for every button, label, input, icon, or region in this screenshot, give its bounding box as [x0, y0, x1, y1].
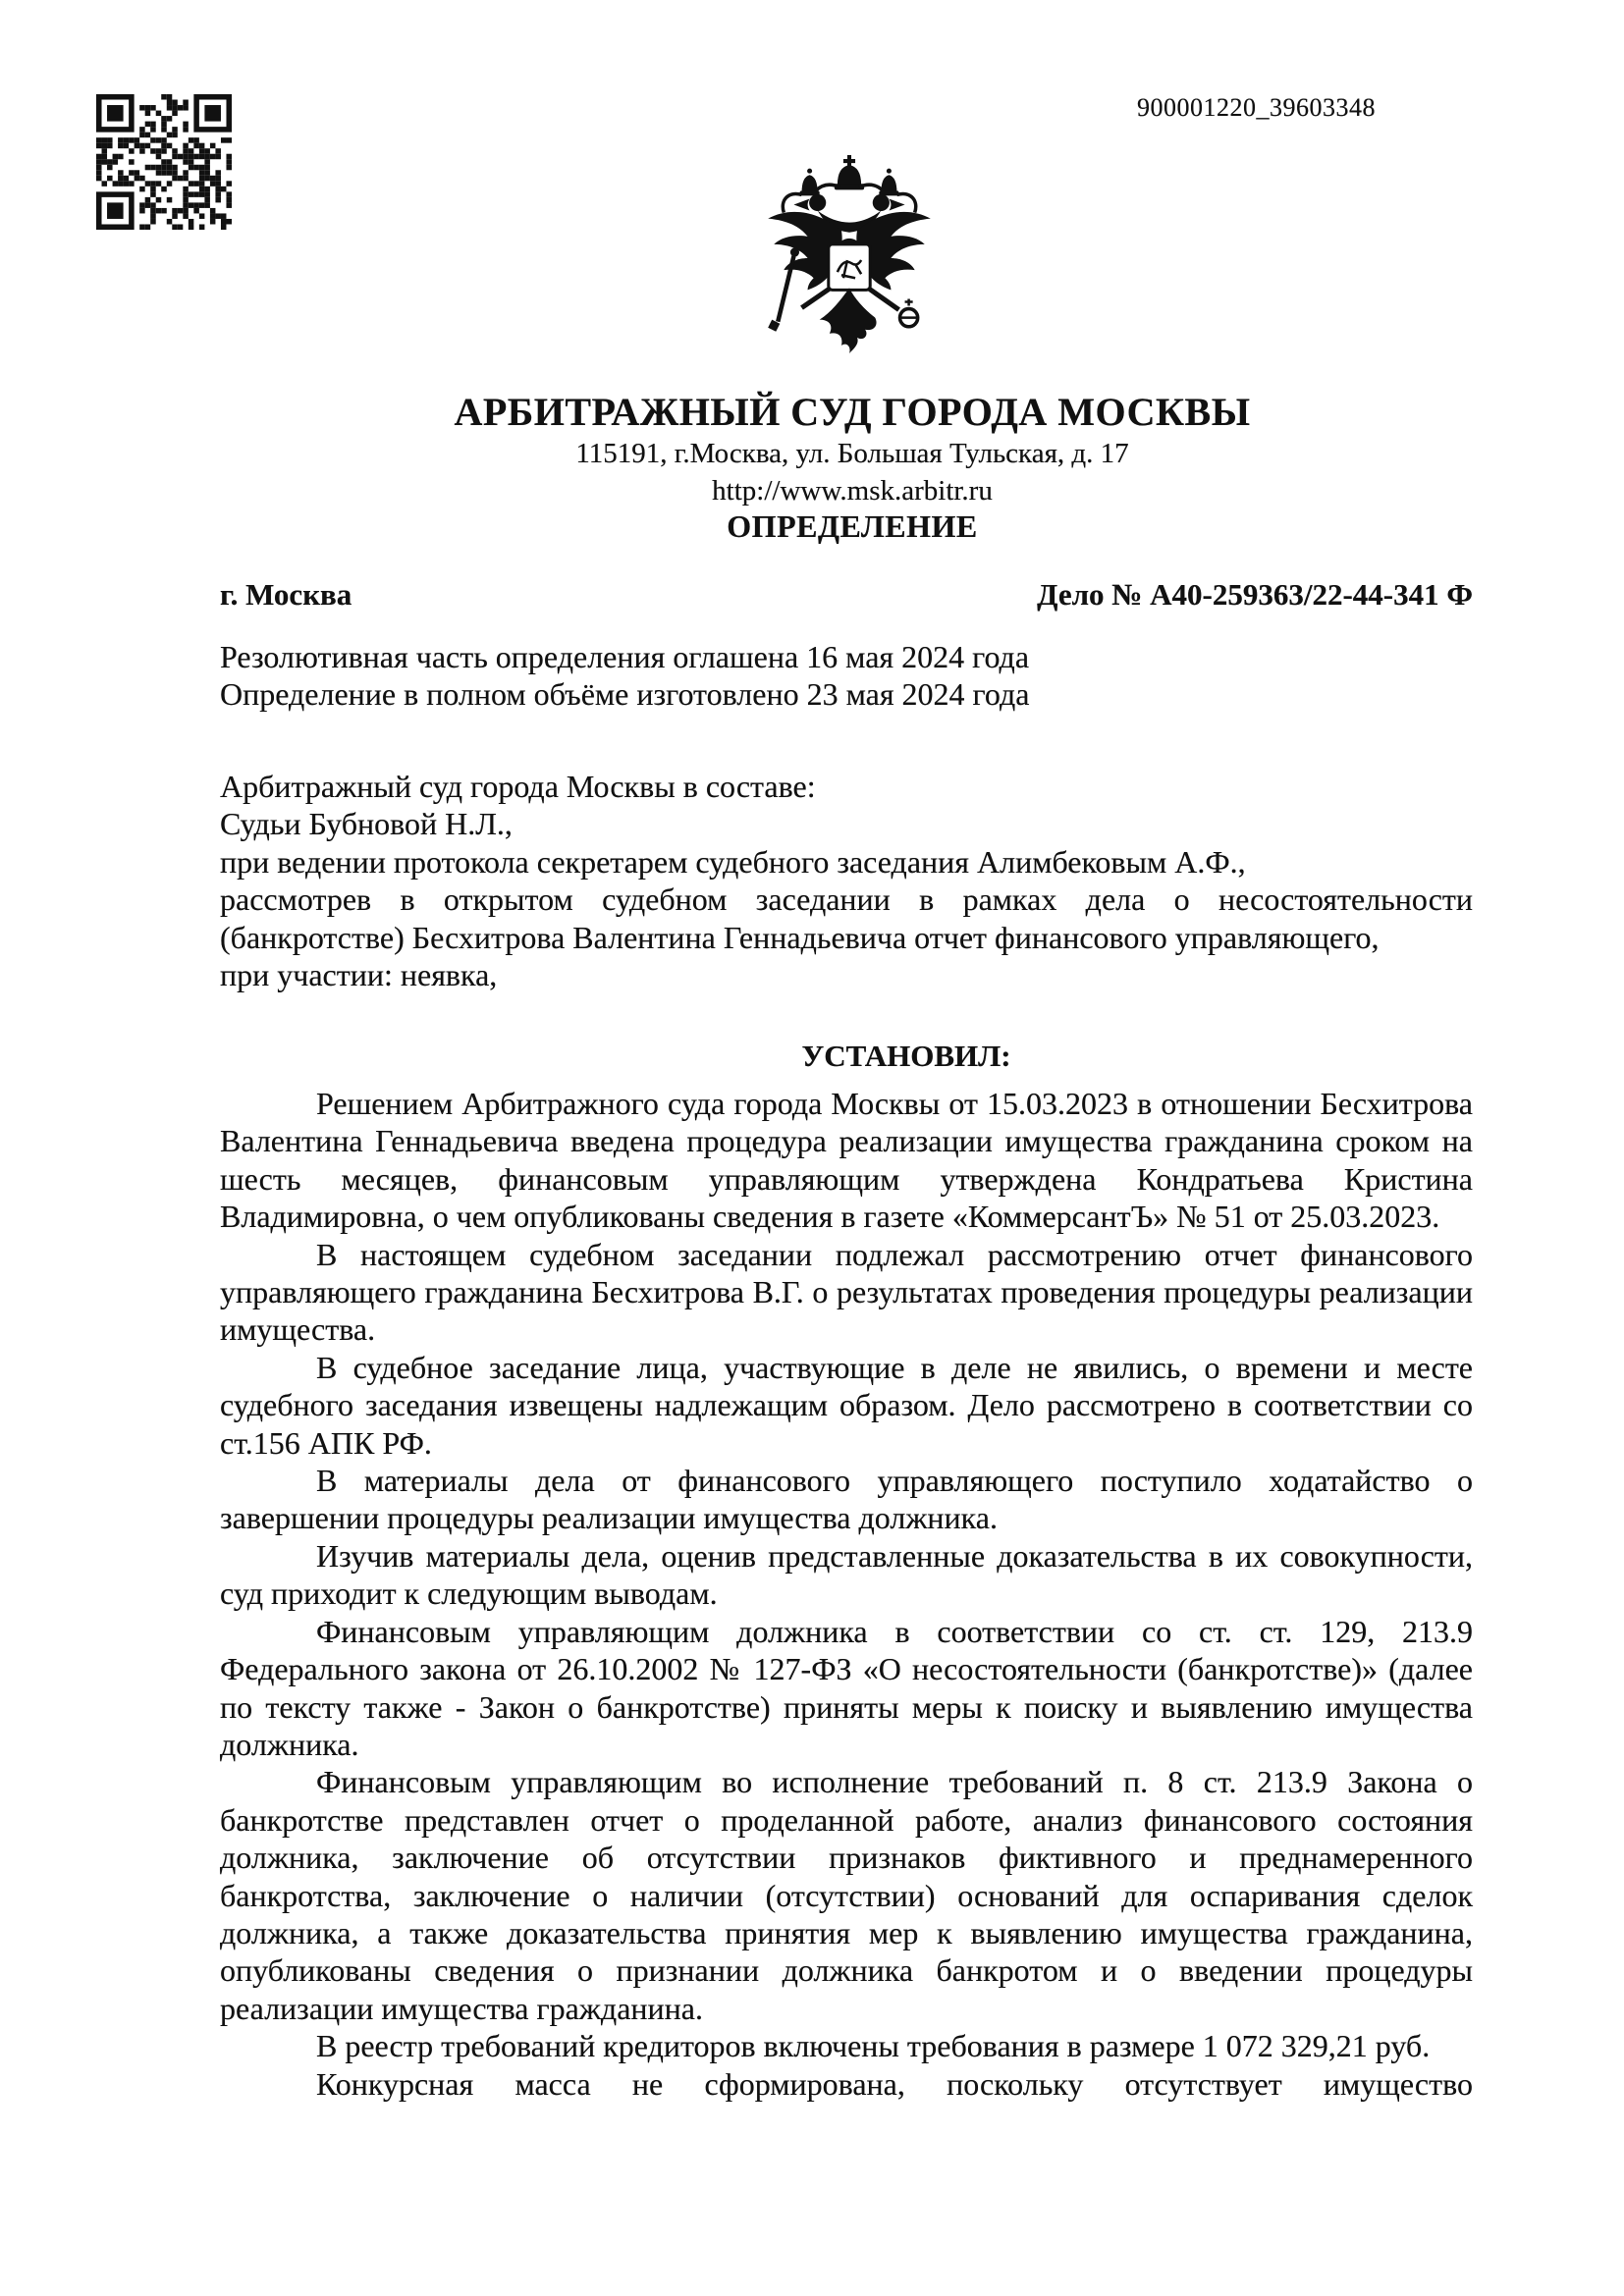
body-paragraph: В материалы дела от финансового управляющего поступило ходатайство о завершении процедуры реализации имущества должника. — [220, 1463, 1473, 1536]
resolution-dates — [220, 638, 1473, 714]
court-address: 115191, г.Москва, ул. Большая Тульская, д. 17 — [575, 438, 1129, 469]
body-paragraph: Финансовым управляющим должника в соответствии со ст. ст. 129, 213.9 Федерального закона от 26.10.2002 № 127-ФЗ «О несостоятельности (банкротстве)» (далее по тексту также - Закон о банкротстве) приняты меры к поиску и выявлению имущества должника. — [220, 1613, 1473, 1762]
body-paragraph: Финансовым управляющим во исполнение требований п. 8 ст. 213.9 Закона о банкротстве представлен отчет о проделанной работе, анализ финансового состояния должника, заключение об отсутствии признаков фиктивного и преднамеренного банкротства, заключение о наличии (отсутствии) оснований для оспаривания сделок должника, а также доказательства принятия мер к выявлению имущества гражданина, опубликованы сведения о признании должника банкротом и о введении процедуры реализации имущества гражданина. — [220, 1764, 1473, 2026]
case-number: Дело № А40-259363/22-44-341 Ф — [1037, 577, 1473, 612]
document-number: 900001220_39603348 — [1137, 93, 1376, 122]
date-line: Определение в полном объёме изготовлено 23 мая 2024 года — [220, 676, 1030, 713]
body-paragraph: Конкурсная масса не сформирована, поскольку отсутствует имущество — [316, 2065, 1473, 2102]
qr-code-icon — [95, 94, 233, 230]
intro-paragraph: рассмотрев в открытом судебном заседании в рамках дела о несостоятельности (банкротстве) Бесхитрова Валентина Геннадьевича отчет финансового управляющего, — [220, 881, 1473, 955]
court-name: АРБИТРАЖНЫЙ СУД ГОРОДА МОСКВЫ — [454, 390, 1251, 434]
body-paragraph: Решением Арбитражного суда города Москвы от 15.03.2023 в отношении Бесхитрова Валентина Геннадьевича введена процедура реализации имущества гражданина сроком на шесть месяцев, финансовым управляющим утверждена Кондратьева Кристина Владимировна, о чем опубликованы сведения в газете «КоммерсантЪ» № 51 от 25.03.2023. — [220, 1086, 1473, 1235]
body-paragraph: В реестр требований кредиторов включены требования в размере 1 072 329,21 руб. — [316, 2028, 1431, 2064]
coat-of-arms-icon — [760, 155, 939, 353]
court-website: http://www.msk.arbitr.ru — [712, 475, 993, 507]
body-paragraph: В настоящем судебном заседании подлежал рассмотрению отчет финансового управляющего гражданина Бесхитрова В.Г. о результатах проведения процедуры реализации имущества. — [220, 1236, 1473, 1348]
date-line: Резолютивная часть определения оглашена 16 мая 2024 года — [220, 639, 1030, 674]
intro-paragraph: Судьи Бубновой Н.Л., — [220, 806, 513, 842]
body-paragraph: Изучив материалы дела, оценив представленные доказательства в их совокупности, суд приходит к следующим выводам. — [220, 1537, 1473, 1612]
case-line — [220, 577, 1473, 613]
intro-paragraph: при участии: неявка, — [220, 957, 498, 993]
intro-block — [220, 768, 1473, 993]
document-type-heading: ОПРЕДЕЛЕНИЕ — [727, 508, 978, 544]
intro-paragraph: при ведении протокола секретарем судебного заседания Алимбековым А.Ф., — [220, 843, 1246, 880]
ruling-heading: УСТАНОВИЛ: — [801, 1039, 1011, 1073]
city-label: г. Москва — [220, 577, 352, 612]
intro-paragraph: Арбитражный суд города Москвы в составе: — [220, 769, 816, 804]
body-paragraph: В судебное заседание лица, участвующие в деле не явились, о времени и месте судебного заседания извещены надлежащим образом. Дело рассмотрено в соответствии со ст.156 АПК РФ. — [220, 1349, 1473, 1461]
body-text — [220, 1085, 1473, 2103]
